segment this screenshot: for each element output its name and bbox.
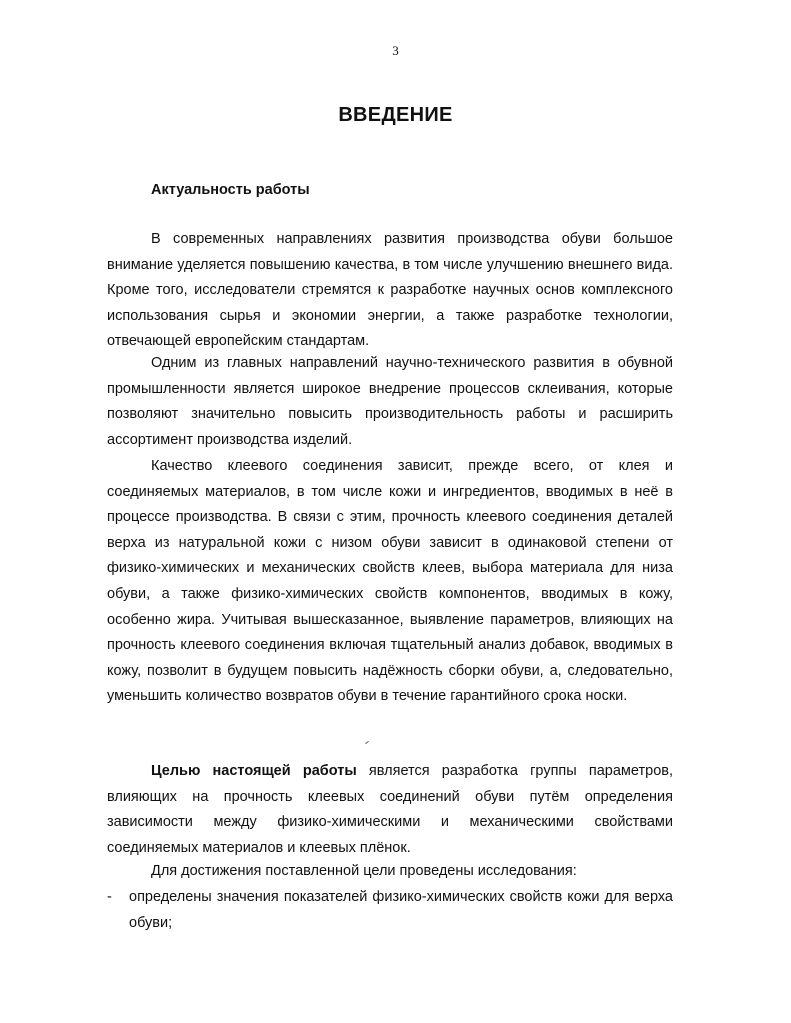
page-number: 3	[392, 43, 399, 58]
paragraph-goal	[107, 759, 673, 861]
section-heading: Актуальность работы	[151, 182, 310, 198]
page-title: ВВЕДЕНИЕ	[338, 104, 453, 126]
paragraph-relevance: В современных направлениях развития производства обуви большое внимание уделяется повышению качества, в том числе улучшению внешнего вида. Кроме того, исследователи стремятся к разработке научных основ комплексного использования сырья и экономии энергии, а также разработке технологии, отвечающей европейским стандартам.	[107, 231, 673, 350]
scan-artifact	[365, 741, 369, 744]
paragraph-quality: Качество клеевого соединения зависит, прежде всего, от клея и соединяемых материалов, в том числе кожи и ингредиентов, вводимых в неё в процессе производства. В связи с этим, прочность клеевого соединения деталей верха из натуральной кожи с низом обуви зависит в одинаковой степени от физико-химических и механических свойств клеев, выбора материала для низа обуви, а также физико-химических свойств компонентов, вводимых в кожу, особенно жира. Учитывая вышесказанное, выявление параметров, влияющих на прочность клеевого соединения включая тщательный анализ добавок, вводимых в кожу, позволит в будущем повысить надёжность сборки обуви, а, следовательно, уменьшить количество возвратов обуви в течение гарантийного срока носки.	[107, 458, 673, 705]
list-item	[107, 885, 673, 936]
list-dash: -	[107, 889, 112, 905]
goal-lead: Целью настоящей работы	[151, 763, 357, 779]
paragraph-research-intro: Для достижения поставленной цели проведены исследования:	[151, 863, 577, 879]
list-item-text: определены значения показателей физико-химических свойств кожи для верха обуви;	[129, 889, 673, 931]
goal-text: является разработка группы параметров, влияющих на прочность клеевых соединений обуви путём определения зависимости между физико-химическими и механическими свойствами соединяемых материалов и клеевых плёнок.	[107, 763, 673, 856]
paragraph-gluing: Одним из главных направлений научно-технического развития в обувной промышленности является широкое внедрение процессов склеивания, которые позволяют значительно повысить производительность работы и расширить ассортимент производства изделий.	[107, 355, 673, 448]
